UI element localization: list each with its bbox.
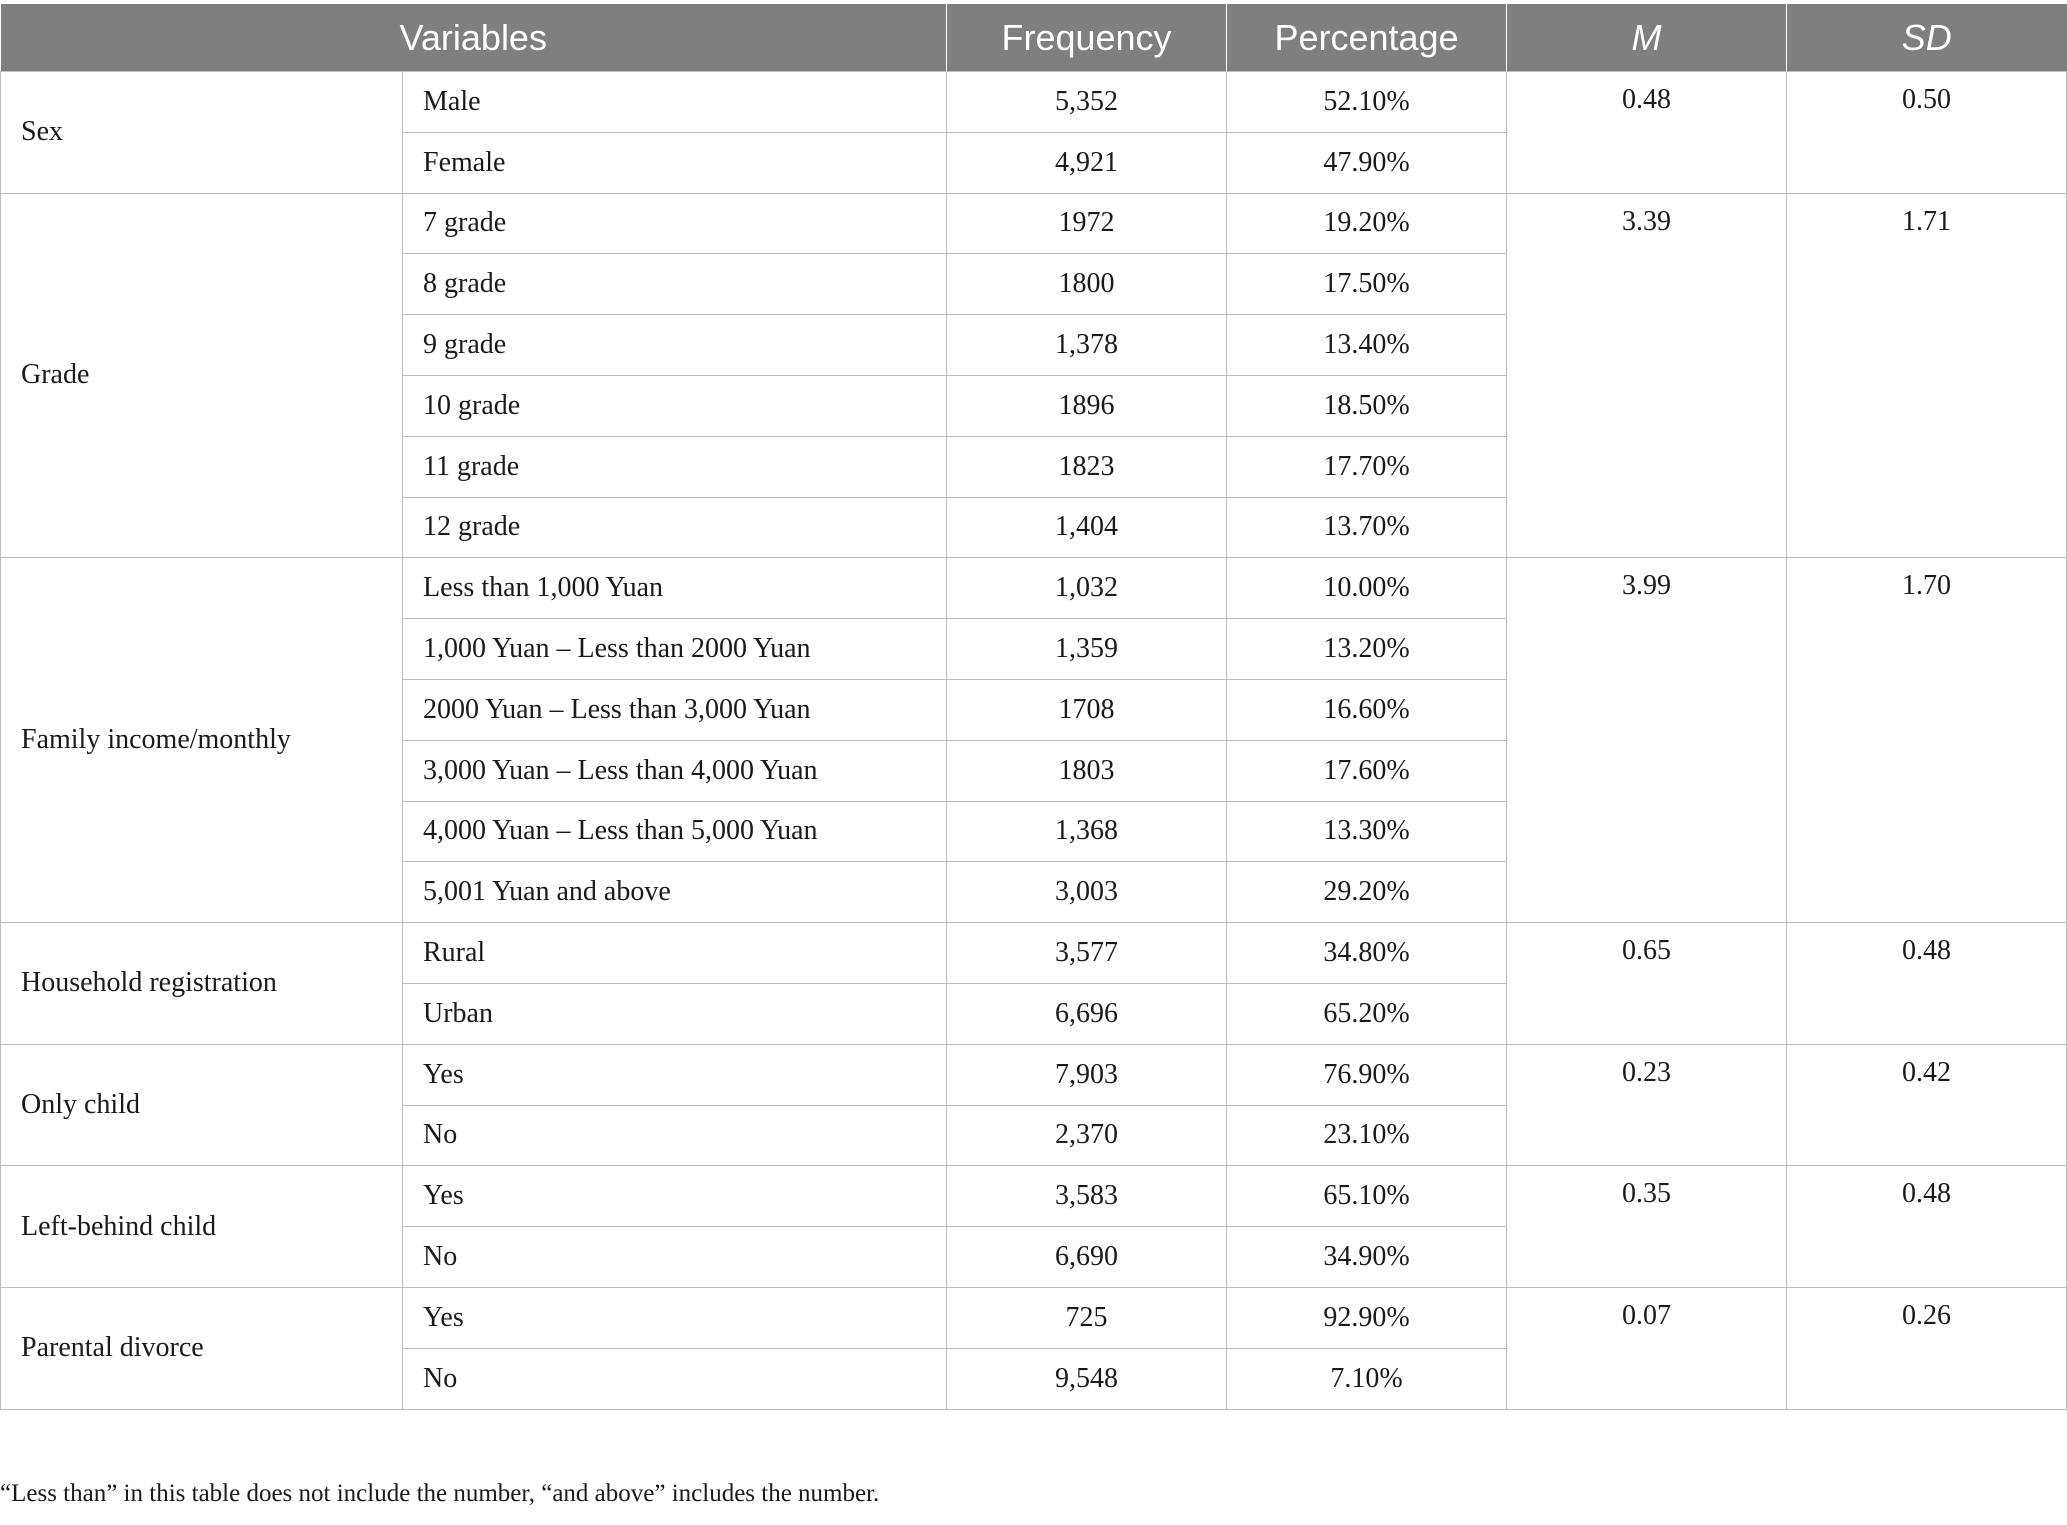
percentage-cell: 19.20% <box>1227 193 1507 254</box>
frequency-cell: 3,583 <box>947 1166 1227 1227</box>
category-cell: 1,000 Yuan – Less than 2000 Yuan <box>403 619 947 680</box>
variable-group-label: Only child <box>1 1044 403 1166</box>
table-row <box>1 193 2067 254</box>
category-cell: Urban <box>403 983 947 1044</box>
demographics-table-container <box>0 4 2066 1410</box>
category-cell: Male <box>403 72 947 133</box>
percentage-cell: 13.30% <box>1227 801 1507 862</box>
percentage-cell: 13.20% <box>1227 619 1507 680</box>
frequency-cell: 2,370 <box>947 1105 1227 1166</box>
frequency-cell: 5,352 <box>947 72 1227 133</box>
frequency-cell: 1,359 <box>947 619 1227 680</box>
frequency-cell: 4,921 <box>947 132 1227 193</box>
percentage-cell: 52.10% <box>1227 72 1507 133</box>
category-cell: Yes <box>403 1044 947 1105</box>
table-row <box>1 923 2067 984</box>
percentage-cell: 76.90% <box>1227 1044 1507 1105</box>
header-percentage: Percentage <box>1227 4 1507 72</box>
percentage-cell: 16.60% <box>1227 679 1507 740</box>
category-cell: No <box>403 1348 947 1409</box>
header-sd: SD <box>1787 4 2067 72</box>
mean-cell: 0.23 <box>1507 1044 1787 1166</box>
variable-group-label: Left-behind child <box>1 1166 403 1288</box>
mean-cell: 0.65 <box>1507 923 1787 1045</box>
variable-group-label: Sex <box>1 72 403 194</box>
variable-group-label: Grade <box>1 193 403 558</box>
mean-cell: 3.39 <box>1507 193 1787 558</box>
table-row <box>1 1044 2067 1105</box>
table-row <box>1 1166 2067 1227</box>
percentage-cell: 65.10% <box>1227 1166 1507 1227</box>
sd-cell: 0.42 <box>1787 1044 2067 1166</box>
percentage-cell: 10.00% <box>1227 558 1507 619</box>
mean-cell: 0.48 <box>1507 72 1787 194</box>
percentage-cell: 92.90% <box>1227 1287 1507 1348</box>
frequency-cell: 9,548 <box>947 1348 1227 1409</box>
category-cell: Yes <box>403 1166 947 1227</box>
percentage-cell: 23.10% <box>1227 1105 1507 1166</box>
table-footnote: “Less than” in this table does not include the number, “and above” includes the number. <box>0 1480 880 1507</box>
table-body <box>1 72 2067 1410</box>
frequency-cell: 6,690 <box>947 1227 1227 1288</box>
percentage-cell: 13.70% <box>1227 497 1507 558</box>
frequency-cell: 725 <box>947 1287 1227 1348</box>
header-row <box>1 4 2067 72</box>
sd-cell: 1.71 <box>1787 193 2067 558</box>
frequency-cell: 3,577 <box>947 923 1227 984</box>
frequency-cell: 1823 <box>947 436 1227 497</box>
frequency-cell: 1972 <box>947 193 1227 254</box>
percentage-cell: 65.20% <box>1227 983 1507 1044</box>
category-cell: 8 grade <box>403 254 947 315</box>
category-cell: Female <box>403 132 947 193</box>
frequency-cell: 1,032 <box>947 558 1227 619</box>
demographics-table <box>0 4 2067 1410</box>
header-frequency: Frequency <box>947 4 1227 72</box>
sd-cell: 0.50 <box>1787 72 2067 194</box>
frequency-cell: 1,378 <box>947 315 1227 376</box>
category-cell: 2000 Yuan – Less than 3,000 Yuan <box>403 679 947 740</box>
mean-cell: 0.07 <box>1507 1287 1787 1409</box>
table-row <box>1 558 2067 619</box>
category-cell: No <box>403 1105 947 1166</box>
frequency-cell: 6,696 <box>947 983 1227 1044</box>
frequency-cell: 1,368 <box>947 801 1227 862</box>
category-cell: 11 grade <box>403 436 947 497</box>
sd-cell: 1.70 <box>1787 558 2067 923</box>
category-cell: Yes <box>403 1287 947 1348</box>
mean-cell: 3.99 <box>1507 558 1787 923</box>
header-variables: Variables <box>1 4 947 72</box>
percentage-cell: 13.40% <box>1227 315 1507 376</box>
frequency-cell: 1896 <box>947 375 1227 436</box>
percentage-cell: 34.90% <box>1227 1227 1507 1288</box>
category-cell: Rural <box>403 923 947 984</box>
percentage-cell: 17.70% <box>1227 436 1507 497</box>
sd-cell: 0.48 <box>1787 1166 2067 1288</box>
category-cell: Less than 1,000 Yuan <box>403 558 947 619</box>
variable-group-label: Household registration <box>1 923 403 1045</box>
frequency-cell: 1803 <box>947 740 1227 801</box>
sd-cell: 0.48 <box>1787 923 2067 1045</box>
frequency-cell: 7,903 <box>947 1044 1227 1105</box>
percentage-cell: 29.20% <box>1227 862 1507 923</box>
category-cell: No <box>403 1227 947 1288</box>
percentage-cell: 34.80% <box>1227 923 1507 984</box>
sd-cell: 0.26 <box>1787 1287 2067 1409</box>
category-cell: 9 grade <box>403 315 947 376</box>
percentage-cell: 17.60% <box>1227 740 1507 801</box>
frequency-cell: 1708 <box>947 679 1227 740</box>
frequency-cell: 1800 <box>947 254 1227 315</box>
category-cell: 4,000 Yuan – Less than 5,000 Yuan <box>403 801 947 862</box>
table-row <box>1 72 2067 133</box>
mean-cell: 0.35 <box>1507 1166 1787 1288</box>
frequency-cell: 1,404 <box>947 497 1227 558</box>
percentage-cell: 47.90% <box>1227 132 1507 193</box>
category-cell: 10 grade <box>403 375 947 436</box>
category-cell: 12 grade <box>403 497 947 558</box>
table-row <box>1 1287 2067 1348</box>
table-header <box>1 4 2067 72</box>
percentage-cell: 17.50% <box>1227 254 1507 315</box>
percentage-cell: 7.10% <box>1227 1348 1507 1409</box>
category-cell: 3,000 Yuan – Less than 4,000 Yuan <box>403 740 947 801</box>
percentage-cell: 18.50% <box>1227 375 1507 436</box>
header-mean: M <box>1507 4 1787 72</box>
variable-group-label: Family income/monthly <box>1 558 403 923</box>
category-cell: 7 grade <box>403 193 947 254</box>
variable-group-label: Parental divorce <box>1 1287 403 1409</box>
category-cell: 5,001 Yuan and above <box>403 862 947 923</box>
frequency-cell: 3,003 <box>947 862 1227 923</box>
